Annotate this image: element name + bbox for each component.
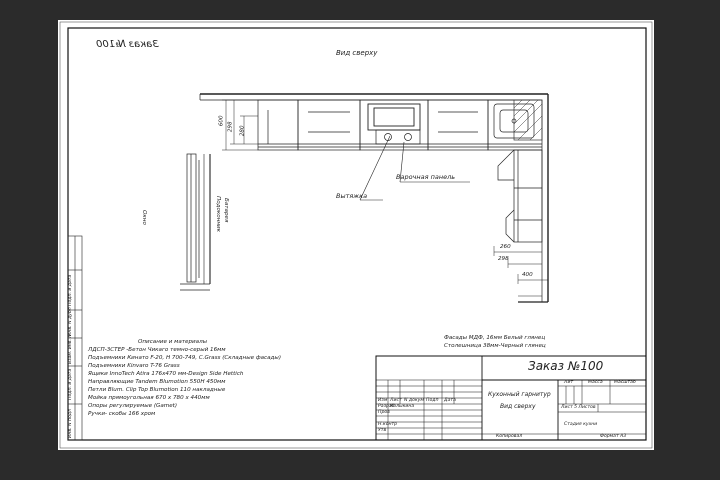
format-text: Формат А3: [600, 434, 627, 439]
material-line: Направляющие Tandem Blumotion 550H 450мм: [88, 379, 226, 385]
col-sheet: Лист: [390, 398, 402, 403]
cabinets-top-run: [258, 100, 542, 150]
title-block-order: Заказ №100: [528, 359, 604, 373]
hood-outline: [368, 104, 420, 130]
side-stamp-label: Подп. и дата: [68, 274, 73, 306]
dim-600: 600: [218, 115, 225, 127]
cooktop-outline: [376, 130, 420, 144]
facade-note: Фасады МДФ, 16мм Белый глянец: [444, 335, 546, 341]
drawing-sheet: [58, 20, 654, 450]
radiator-label: Батарея: [223, 198, 229, 223]
material-line: Подъемники Kinvaro T-76 Grass: [88, 363, 180, 369]
sheet-count: Лист 5 Листов: [561, 405, 596, 410]
side-stamp-label: Взам. инв. N: [68, 334, 73, 364]
approve-label: Утв: [378, 428, 387, 433]
window: [187, 154, 199, 282]
order-number-mirrored: Заказ №100: [96, 39, 159, 50]
material-line: Ящики InnoTech Atira 176x470 мм-Design Side Hettich: [88, 371, 244, 377]
material-line: Ручки- скобы 166 хром: [88, 411, 156, 417]
scale-header: Масштаб: [614, 380, 636, 385]
dim-298-right: 298: [498, 256, 509, 262]
col-date: Дата: [444, 398, 456, 403]
dim-400: 400: [522, 272, 533, 278]
dim-280-left: 280: [239, 125, 246, 137]
title-block-name-2: Вид сверху: [500, 403, 536, 410]
windowsill-label: Подоконник: [215, 196, 221, 233]
cooktop-label: Варочная панель: [396, 173, 456, 181]
col-sign: Подп: [426, 398, 439, 403]
stage-text: Стадия кухни: [564, 422, 598, 427]
material-line: ЛДСП-3СТЕР -Бетон Чикаго темно-серый 16мм: [88, 347, 226, 353]
side-stamp-label: Инв. N дубл: [68, 307, 73, 336]
stage-header: Лит: [564, 380, 574, 385]
side-stamp-label: Подп. и дата: [68, 368, 73, 400]
leader-lines: [360, 136, 470, 200]
view-title: Вид сверху: [336, 49, 378, 57]
material-line: Петли Blum. Clip Top Blumotion 110 накладные: [88, 387, 226, 393]
title-block-name-1: Кухонный гарнитур: [488, 391, 551, 398]
control-label: Н.контр: [378, 422, 398, 427]
developer-name: Колыкина: [390, 404, 415, 409]
materials-heading: Описание и материалы: [138, 339, 208, 345]
dim-298-left: 298: [227, 121, 234, 133]
dim-260-right: 260: [500, 244, 511, 250]
hood-label: Вытяжка: [336, 192, 368, 200]
copied-text: Копировал: [496, 434, 523, 439]
col-doc: N докум: [404, 398, 424, 403]
material-line: Мойка прямоугольная 670 x 780 x 440мм: [88, 395, 210, 401]
developer-label: Разраб: [378, 404, 395, 409]
side-stamp-label: Инв. N подл: [68, 409, 73, 438]
col-change: Изм: [378, 398, 388, 403]
countertop-note: Столешница 38мм-Черный глянец: [444, 343, 546, 349]
cabinets-right-run: [498, 150, 542, 242]
window-label: Окно: [141, 210, 147, 225]
mass-header: Масса: [588, 380, 603, 385]
check-label: Пров: [378, 410, 390, 415]
material-line: Подъемники Кинато F-20, Н 700-749, С.Grass (Складные фасады): [88, 355, 282, 361]
material-line: Опоры регулируемые (Gamet): [88, 403, 178, 409]
